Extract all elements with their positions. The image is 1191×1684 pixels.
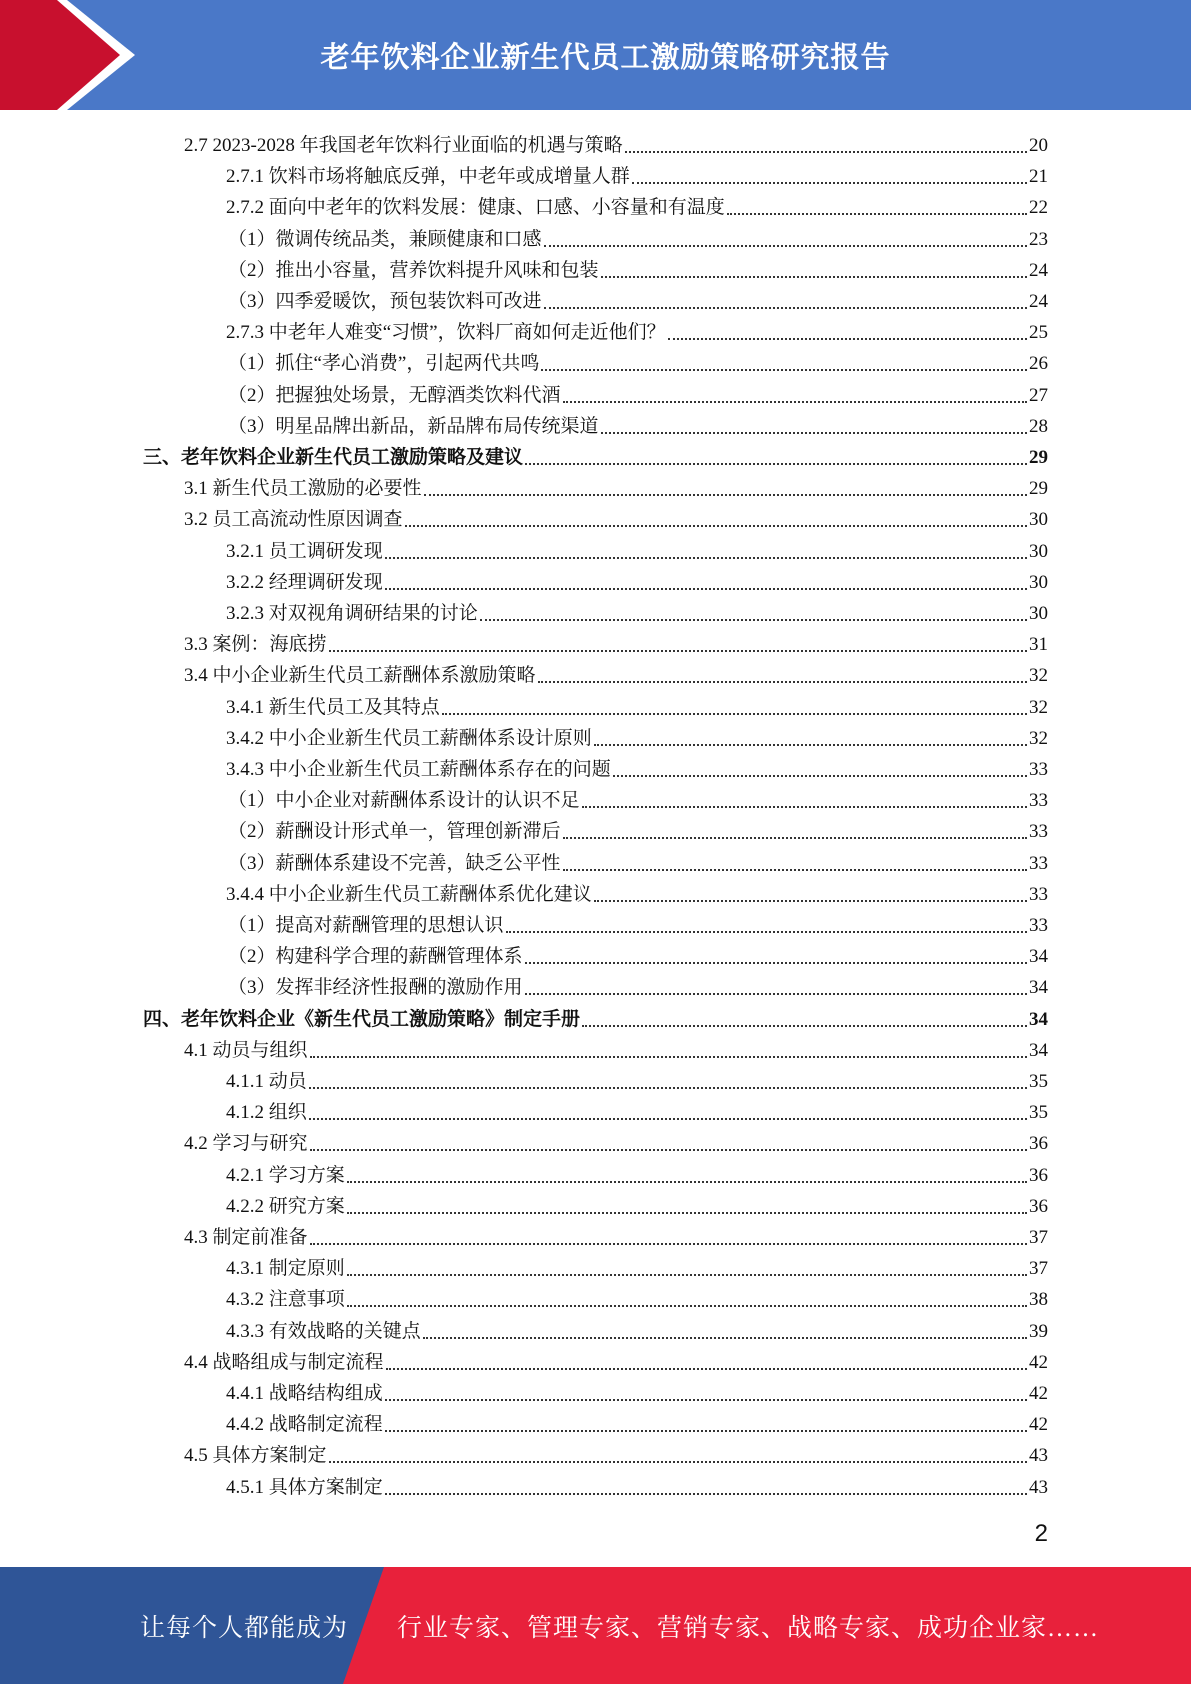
toc-entry-title: 3.4 中小企业新生代员工薪酬体系激励策略 [184,665,536,687]
toc-entry[interactable] [228,345,1048,376]
toc-dot-leader [625,151,1027,153]
toc-dot-leader [613,775,1027,777]
toc-entry[interactable] [184,1344,1048,1375]
toc-entry[interactable] [184,501,1048,532]
toc-entry-title: （1）中小企业对薪酬体系设计的认识不足 [228,790,580,812]
report-title: 老年饮料企业新生代员工激励策略研究报告 [320,39,891,74]
toc-dot-leader [563,869,1027,871]
toc-entry-page: 36 [1029,1133,1048,1155]
toc-entry-title: 3.4.1 新生代员工及其特点 [226,696,440,718]
toc-entry-title: 4.2.1 学习方案 [226,1164,345,1186]
toc-dot-leader [525,463,1027,465]
toc-entry-title: 2.7.1 饮料市场将触底反弹，中老年或成增量人群 [226,166,630,188]
toc-entry-page: 43 [1029,1476,1048,1498]
toc-entry[interactable] [228,252,1048,283]
toc-entry[interactable] [226,751,1048,782]
toc-entry[interactable] [226,1188,1048,1219]
toc-entry-page: 29 [1029,478,1048,500]
toc-dot-leader [347,1212,1027,1214]
toc-entry[interactable] [184,127,1048,158]
toc-dot-leader [541,369,1027,371]
toc-entry-page: 22 [1029,197,1048,219]
toc-entry[interactable] [228,408,1048,439]
toc-entry-page: 30 [1029,571,1048,593]
toc-entry-title: （3）薪酬体系建设不完善，缺乏公平性 [228,852,561,874]
toc-entry-page: 42 [1029,1414,1048,1436]
toc-dot-leader [310,1243,1027,1245]
toc-dot-leader [347,1274,1027,1276]
toc-entry-title: 3.2 员工高流动性原因调查 [184,509,403,531]
footer-slogan-left: 让每个人都能成为 [140,1614,349,1642]
toc-entry-title: （3）发挥非经济性报酬的激励作用 [228,977,523,999]
toc-entry-title: 3.4.2 中小企业新生代员工薪酬体系设计原则 [226,727,592,749]
toc-entry[interactable] [228,782,1048,813]
toc-entry-title: 4.4 战略组成与制定流程 [184,1351,384,1373]
toc-dot-leader [582,806,1027,808]
toc-dot-leader [563,837,1027,839]
toc-entry-title: 2.7.2 面向中老年的饮料发展：健康、口感、小容量和有温度 [226,197,725,219]
toc-entry-page: 30 [1029,603,1048,624]
toc-entry[interactable] [228,221,1048,252]
toc-entry[interactable] [226,1094,1048,1125]
toc-entry-page: 25 [1029,322,1048,344]
toc-dot-leader [347,1181,1027,1183]
toc-entry[interactable] [228,377,1048,408]
toc-entry[interactable] [184,1437,1048,1468]
toc-entry[interactable] [226,876,1048,907]
toc-dot-leader [385,588,1027,590]
toc-dot-leader [525,962,1027,964]
toc-entry-page: 36 [1029,1164,1048,1186]
toc-dot-leader [310,1056,1027,1058]
toc-entry-title: 3.2.1 员工调研发现 [226,540,383,562]
toc-entry-page: 26 [1029,353,1048,375]
toc-entry-title: （1）抓住“孝心消费”，引起两代共鸣 [228,353,540,375]
toc-entry-title: 4.4.2 战略制定流程 [226,1414,383,1436]
toc-entry[interactable] [228,283,1048,314]
toc-entry[interactable] [143,1001,1048,1032]
toc-entry-page: 32 [1029,696,1048,718]
toc-entry-title: （1）微调传统品类，兼顾健康和口感 [228,228,542,250]
toc-entry-title: 2.7.3 中老年人难变“习惯”，饮料厂商如何走近他们？ [226,322,666,344]
toc-entry-page: 30 [1029,540,1048,562]
toc-dot-leader [632,182,1027,184]
toc-entry-title: 4.3.1 制定原则 [226,1258,345,1280]
toc-dot-leader [385,1493,1027,1495]
toc-entry[interactable] [226,1250,1048,1281]
toc-dot-leader [601,432,1027,434]
toc-entry-page: 37 [1029,1258,1048,1280]
toc-entry[interactable] [228,938,1048,969]
toc-entry-page: 39 [1029,1320,1048,1342]
toc-entry[interactable] [143,439,1048,470]
page-number: 2 [1034,1520,1048,1547]
toc-dot-leader [310,1149,1027,1151]
toc-entry-title: 4.2 学习与研究 [184,1133,308,1155]
toc-entry[interactable] [228,907,1048,938]
toc-entry-page: 34 [1029,977,1048,999]
toc-dot-leader [329,650,1027,652]
toc-entry[interactable] [226,1375,1048,1406]
toc-dot-leader [386,1368,1027,1370]
toc-entry-page: 29 [1029,447,1048,468]
toc-dot-leader [424,494,1027,496]
toc-dot-leader [525,993,1027,995]
toc-entry[interactable] [226,533,1048,564]
toc-entry-title: 4.1.2 组织 [226,1102,307,1124]
toc-entry-page: 42 [1029,1351,1048,1373]
toc-entry[interactable] [226,314,1048,345]
toc-entry-title: （3）四季爱暖饮，预包装饮料可改进 [228,291,542,312]
toc-entry[interactable] [226,1406,1048,1437]
toc-entry-page: 33 [1029,821,1048,843]
toc-entry-title: （3）明星品牌出新品，新品牌布局传统渠道 [228,415,599,437]
toc-entry-page: 37 [1029,1227,1048,1248]
toc-dot-leader [423,1337,1027,1339]
toc-entry-page: 21 [1029,166,1048,188]
toc-entry-title: 三、老年饮料企业新生代员工激励策略及建议 [143,447,524,468]
toc-entry-title: 4.1 动员与组织 [184,1039,308,1061]
toc-entry-page: 33 [1029,759,1048,780]
toc-entry[interactable] [226,720,1048,751]
toc-entry-page: 34 [1029,1008,1048,1030]
toc-entry-page: 42 [1029,1383,1048,1404]
toc-entry[interactable] [226,158,1048,189]
toc-entry-page: 33 [1029,915,1048,936]
toc-entry-title: 4.2.2 研究方案 [226,1195,345,1217]
page-header [0,0,1191,110]
toc-entry[interactable] [184,1125,1048,1156]
toc-entry-page: 31 [1029,634,1048,656]
toc-entry-page: 33 [1029,790,1048,812]
toc-dot-leader [309,1087,1027,1089]
toc-entry[interactable] [228,813,1048,844]
toc-entry[interactable] [228,845,1048,876]
toc-dot-leader [727,213,1027,215]
toc-entry-title: （2）把握独处场景，无醇酒类饮料代酒 [228,384,561,406]
toc-entry-title: 4.4.1 战略结构组成 [226,1383,383,1404]
toc-entry-page: 36 [1029,1195,1048,1217]
toc-entry[interactable] [228,969,1048,1000]
toc-entry-title: 4.5.1 具体方案制定 [226,1476,383,1498]
toc-entry-page: 20 [1029,135,1048,156]
toc-entry[interactable] [184,626,1048,657]
toc-dot-leader [347,1305,1027,1307]
toc-entry-page: 34 [1029,1039,1048,1061]
toc-entry[interactable] [184,1219,1048,1250]
toc-dot-leader [668,338,1027,340]
toc-entry-title: （1）提高对薪酬管理的思想认识 [228,915,504,936]
toc-entry-page: 28 [1029,415,1048,437]
toc-entry-page: 30 [1029,509,1048,531]
toc-dot-leader [329,1461,1027,1463]
toc-entry-title: 4.3.3 有效战略的关键点 [226,1320,421,1342]
toc-entry-title: 4.5 具体方案制定 [184,1445,327,1467]
toc-entry-title: 3.2.3 对双视角调研结果的讨论 [226,603,478,624]
toc-entry-title: 4.3 制定前准备 [184,1227,308,1248]
toc-entry[interactable] [226,189,1048,220]
toc-dot-leader [563,401,1027,403]
toc-dot-leader [544,245,1027,247]
toc-entry-title: 3.4.4 中小企业新生代员工薪酬体系优化建议 [226,883,592,905]
toc-entry-page: 33 [1029,852,1048,874]
toc-dot-leader [309,1118,1027,1120]
toc-entry[interactable] [184,1032,1048,1063]
footer-slogan-right: 行业专家、管理专家、营销专家、战略专家、成功企业家…… [397,1614,1100,1642]
toc-entry-title: （2）推出小容量，营养饮料提升风味和包装 [228,259,599,281]
toc-entry[interactable] [226,1281,1048,1312]
toc-entry-title: 3.4.3 中小企业新生代员工薪酬体系存在的问题 [226,759,611,780]
toc-entry-page: 38 [1029,1289,1048,1311]
toc-entry[interactable] [226,1469,1048,1500]
toc-entry[interactable] [226,1063,1048,1094]
toc-dot-leader [594,900,1027,902]
toc-dot-leader [405,525,1027,527]
toc-dot-leader [442,713,1027,715]
toc-entry[interactable] [226,1313,1048,1344]
toc-entry-page: 34 [1029,946,1048,968]
toc-dot-leader [480,619,1027,621]
toc-entry-title: 3.1 新生代员工激励的必要性 [184,478,422,500]
toc-entry-page: 32 [1029,727,1048,749]
toc-entry[interactable] [226,689,1048,720]
toc-entry-page: 24 [1029,291,1048,312]
toc-dot-leader [385,557,1027,559]
page-footer [0,1567,1191,1684]
toc-entry-title: 2.7 2023-2028 年我国老年饮料行业面临的机遇与策略 [184,135,623,156]
toc-dot-leader [385,1430,1027,1432]
toc-dot-leader [544,307,1027,309]
toc-entry-title: 4.1.1 动员 [226,1071,307,1092]
toc-entry[interactable] [226,564,1048,595]
toc-dot-leader [506,931,1027,933]
toc-entry[interactable] [226,595,1048,626]
toc-entry-title: （2）构建科学合理的薪酬管理体系 [228,946,523,968]
toc-dot-leader [594,744,1027,746]
toc-entry-title: 3.3 案例：海底捞 [184,634,327,656]
toc-entry-page: 27 [1029,384,1048,406]
toc-entry-page: 32 [1029,665,1048,687]
toc-entry-page: 23 [1029,228,1048,250]
toc-entry[interactable] [226,1157,1048,1188]
toc-entry[interactable] [184,657,1048,688]
toc-entry-title: 3.2.2 经理调研发现 [226,571,383,593]
toc-entry-title: 四、老年饮料企业《新生代员工激励策略》制定手册 [143,1008,581,1030]
toc-entry-title: （2）薪酬设计形式单一，管理创新滞后 [228,821,561,843]
toc-dot-leader [582,1025,1027,1027]
toc-dot-leader [538,681,1027,683]
toc-entry-page: 35 [1029,1102,1048,1124]
toc-dot-leader [601,276,1027,278]
toc-entry-page: 33 [1029,883,1048,905]
toc-entry[interactable] [184,470,1048,501]
toc-dot-leader [385,1399,1027,1401]
toc-entry-page: 43 [1029,1445,1048,1467]
toc-entry-title: 4.3.2 注意事项 [226,1289,345,1311]
toc-entry-page: 24 [1029,259,1048,281]
toc-entry-page: 35 [1029,1071,1048,1092]
